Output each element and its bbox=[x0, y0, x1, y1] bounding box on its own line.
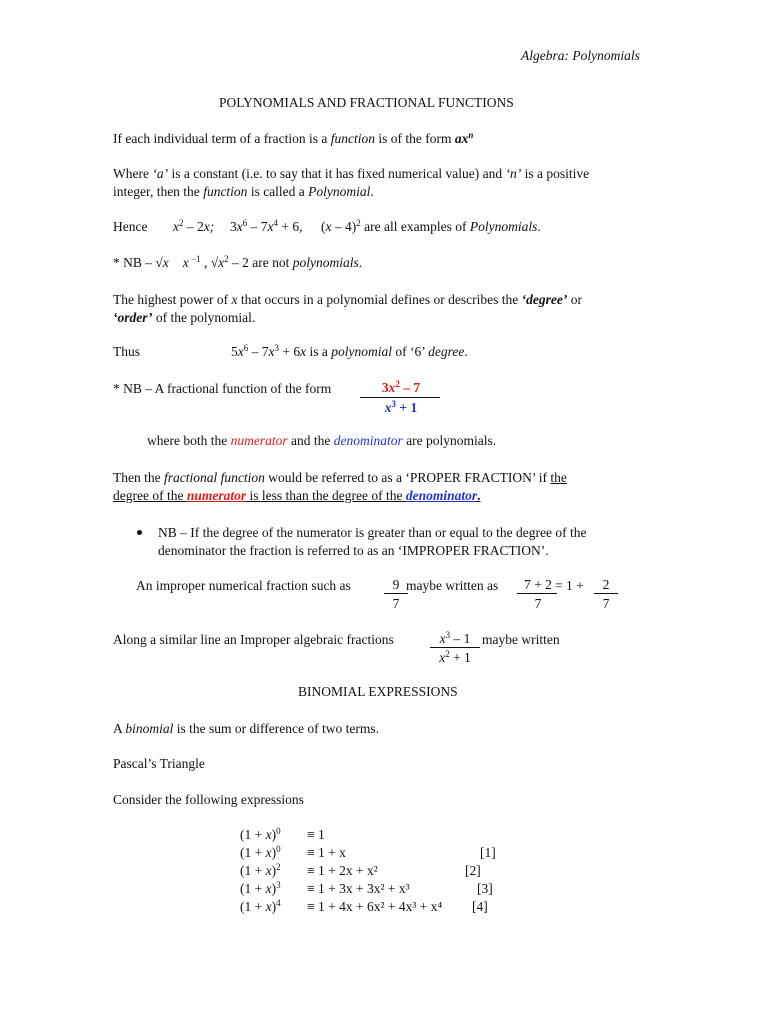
algebraic-fraction-denominator: $x^2 + 1$ bbox=[439, 649, 471, 665]
bullet-improper-line1: NB – If the degree of the numerator is greater than or equal to the degree of the bbox=[158, 525, 587, 540]
fraction-7plus2-denominator: 7 bbox=[534, 596, 542, 611]
fraction-denominator: $x^3 + 1$ bbox=[384, 399, 418, 415]
improper-algebraic-text: Along a similar line an Improper algebraic fractions bbox=[113, 632, 394, 647]
expansion-rhs: ≡ 1 + x bbox=[307, 845, 346, 860]
expansion-row: $(1 + x)^0$ bbox=[240, 826, 281, 842]
paragraph-where-line2: integer, then the function is called a Polynomial. bbox=[113, 184, 374, 199]
expansion-tag: [4] bbox=[472, 899, 488, 914]
bullet-dot bbox=[137, 530, 142, 535]
nb-not-polynomials: * NB – √x x $^{-1}$ , $√x^2 - 2$ are not polynomials. bbox=[113, 254, 363, 270]
nb-fractional-function: * NB – A fractional function of the form bbox=[113, 381, 332, 396]
pascals-triangle-heading: Pascal’s Triangle bbox=[113, 756, 205, 771]
algebraic-fraction-bar bbox=[430, 647, 480, 648]
maybe-written-as: maybe written as bbox=[406, 578, 499, 593]
expansion-row: $(1 + x)^2$ bbox=[240, 862, 281, 878]
hence-label: Hence bbox=[113, 219, 148, 234]
running-header: Algebra: Polynomials bbox=[521, 48, 640, 63]
section-title: POLYNOMIALS AND FRACTIONAL FUNCTIONS bbox=[219, 95, 514, 110]
fraction-7plus2-numerator: 7 + 2 bbox=[524, 577, 552, 592]
paragraph-proper-fraction-line1: Then the fractional function would be referred to as a ‘PROPER FRACTION’ if the bbox=[113, 470, 567, 485]
paragraph-degree-line2: ‘order’ of the polynomial. bbox=[113, 310, 256, 325]
expansion-tag: [2] bbox=[465, 863, 481, 878]
fraction-9-numerator: 9 bbox=[392, 577, 400, 592]
expansion-tag: [1] bbox=[480, 845, 496, 860]
polynomial-example-1: $x^2 - 2x$; bbox=[173, 218, 215, 234]
expansion-rhs: ≡ 1 + 2x + x² bbox=[307, 863, 378, 878]
fraction-2-numerator: 2 bbox=[602, 577, 610, 592]
expansion-row: $(1 + x)^0$ bbox=[240, 844, 281, 860]
section-title-binomial: BINOMIAL EXPRESSIONS bbox=[298, 684, 458, 699]
expansion-row: $(1 + x)^3$ bbox=[240, 880, 281, 896]
consider-text: Consider the following expressions bbox=[113, 792, 304, 807]
equals-one-plus: = 1 + bbox=[555, 578, 584, 593]
paragraph-degree-line1: The highest power of x that occurs in a polynomial defines or describes the ‘degree’ or bbox=[113, 292, 582, 307]
paragraph-proper-fraction-line2: degree of the numerator is less than the degree of the denominator. bbox=[113, 488, 481, 503]
binomial-definition: A binomial is the sum or difference of two terms. bbox=[113, 721, 379, 736]
paragraph-definition: If each individual term of a fraction is a function is of the form $ax^n$ bbox=[113, 130, 474, 146]
expansion-tag: [3] bbox=[477, 881, 493, 896]
bullet-improper-line2: denominator the fraction is referred to as an ‘IMPROPER FRACTION’. bbox=[158, 543, 549, 558]
expansion-row: $(1 + x)^4$ bbox=[240, 898, 281, 914]
paragraph-where-line1: Where ‘a’ is a constant (i.e. to say that it has fixed numerical value) and ‘n’ is a positive bbox=[113, 166, 590, 181]
polynomial-degree-example: $5x^6 - 7x^3 + 6x$ is a polynomial of ‘6’ degree. bbox=[231, 343, 468, 359]
expansion-rhs: ≡ 1 + 4x + 6x² + 4x³ + x⁴ bbox=[307, 899, 443, 914]
polynomial-example-2: $3x^6 - 7x^4 + 6$, bbox=[230, 218, 303, 234]
improper-numerical-text: An improper numerical fraction such as bbox=[136, 578, 351, 593]
maybe-written: maybe written bbox=[482, 632, 560, 647]
expansion-rhs: ≡ 1 + 3x + 3x² + x³ bbox=[307, 881, 410, 896]
algebraic-fraction-numerator: $x^3 - 1$ bbox=[439, 630, 471, 646]
fraction-numerator: $3x^2 - 7$ bbox=[381, 379, 421, 395]
thus-label: Thus bbox=[113, 344, 140, 359]
fraction-7plus2-bar bbox=[517, 593, 557, 594]
polynomial-example-3: (x – 4)$^2$ are all examples of Polynomials. bbox=[321, 218, 541, 234]
fraction-9-denominator: 7 bbox=[392, 596, 400, 611]
expansion-rhs: ≡ 1 bbox=[307, 827, 325, 842]
fraction-2-denominator: 7 bbox=[602, 596, 610, 611]
fraction-2-bar bbox=[594, 593, 618, 594]
fraction-9-bar bbox=[384, 593, 408, 594]
paragraph-numerator-denominator: where both the numerator and the denominator are polynomials. bbox=[147, 433, 497, 448]
fraction-bar bbox=[360, 397, 440, 398]
